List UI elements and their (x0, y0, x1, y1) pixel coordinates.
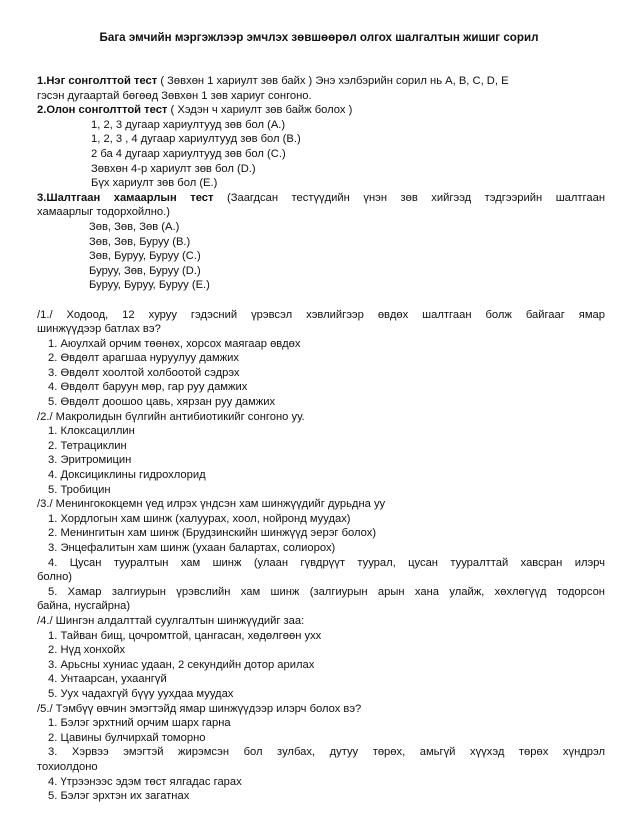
instruction-type2 (37, 103, 605, 118)
answer-option: 2. Өвдөлт арагшаа нуруулуу дамжих (48, 352, 240, 365)
answer-option: 1. Хордлогын хам шинж (халуурах, хоол, нойронд муудах) (48, 512, 351, 525)
instruction-type2-text: ( Хэдэн ч хариулт зөв байж болох ) (167, 104, 353, 117)
answer-option: 3. Арьсны хуниас удаан, 2 секундийн дотор арилах (48, 658, 315, 671)
instruction-type3-text: (Заагдсан тестүүдийн үнэн зөв хийгээд тэдгээрийн шалтгаан (213, 191, 606, 204)
type2-option: 1, 2, 3 дугаар хариултууд зөв бол (A.) (91, 118, 286, 131)
answer-option: 2. Тетрациклин (48, 439, 127, 452)
type2-option: Бүх хариулт зөв бол (E.) (91, 177, 218, 190)
instruction-type3 (37, 191, 605, 206)
answer-option: 3. Өвдөлт хоолтой холбоотой сэдрэх (48, 366, 240, 379)
instruction-type1-line2: гэсэн дугаартай бөгөөд Зөвхөн 1 зөв хариуг сонгоно. (37, 89, 312, 102)
answer-option: 3. Хэрвээ эмэгтэй жирэмсэн бол зулбах, дутуу төрөх, амьгүй хүүхэд төрөх хүндрэл (48, 746, 605, 759)
page-title: Бага эмчийн мэргэжлээр эмчлэх зөвшөөрөл олгох шалгалтын жишиг сорил (99, 31, 539, 44)
document-body (37, 74, 605, 804)
instruction-type1 (37, 74, 605, 89)
answer-option: 1. Клоксациллин (48, 425, 135, 438)
answer-option: 5. Тробицин (48, 483, 111, 496)
answer-option: 5. Өвдөлт доошоо цавь, хярзан руу дамжих (48, 396, 276, 409)
question-1-text-cont: шинжүүдээр батлах вэ? (37, 323, 161, 336)
answer-option-cont: байна, нусгайрна) (37, 600, 131, 613)
type3-option: Буруу, Зөв, Буруу (D.) (89, 264, 201, 277)
question-2-text: /2./ Макролидын бүлгийн антибиотикийг сонгоно уу. (37, 410, 305, 423)
answer-option: 1. Аюулхай орчим төөнөх, хорсох маягаар өвдөх (48, 337, 301, 350)
answer-option: 4. Өвдөлт баруун мөр, гар руу дамжих (48, 381, 248, 394)
answer-option: 1. Бэлэг эрхтний орчим шарх гарна (48, 717, 231, 730)
answer-option-cont: тохиолдоно (37, 760, 98, 773)
instruction-type2-heading: 2.Олон сонголттой тест (37, 104, 168, 117)
type3-option: Буруу, Буруу, Буруу (E.) (89, 279, 210, 292)
answer-option: 4. Доксициклины гидрохлорид (48, 469, 206, 482)
section-spacer (37, 293, 605, 308)
type2-option: 1, 2, 3 , 4 дугаар хариултууд зөв бол (B.) (91, 133, 301, 146)
answer-option: 4. Цусан тууралтын хам шинж (улаан гүвдрүүт туурал, цусан тууралттай хавсран илэрч (48, 556, 605, 569)
answer-option: 3. Эритромицин (48, 454, 132, 467)
instruction-type1-text: ( Зөвхөн 1 хариулт зөв байх ) Энэ хэлбэрийн сорил нь A, B, C, D, E (157, 75, 509, 87)
answer-option: 4. Унтаарсан, ухаангүй (48, 673, 167, 686)
answer-option: 1. Тайван бищ, цочромтгой, цангасан, хөдөлгөөн ухх (48, 629, 322, 642)
question-3-text: /3./ Менингококцемн үед илрэх үндсэн хам шинжүүдийг дурьдна уу (37, 498, 386, 511)
answer-option: 5. Бэлэг эрхтэн их загатнах (48, 790, 190, 803)
type2-option: 2 ба 4 дугаар хариултууд зөв бол (C.) (91, 147, 286, 160)
type3-option: Зөв, Буруу, Буруу (C.) (89, 250, 201, 263)
answer-option: 4. Үтрээнээс эдэм төст ялгадас гарах (48, 775, 242, 788)
answer-option: 2. Менингитын хам шинж (Брудзинскийн шинжүүд эерэг болох) (48, 527, 377, 540)
answer-option-cont: болно) (37, 571, 73, 584)
type3-option: Зөв, Зөв, Зөв (A.) (89, 220, 180, 233)
question-1-text: /1./ Ходоод, 12 хуруу гэдэсний үрэвсэл хэвлийгээр өвдөх шалтгаан болж байгааг ямар (37, 308, 605, 321)
instruction-type3-heading: 3.Шалтгаан хамаарлын тест (37, 191, 214, 204)
type3-option: Зөв, Зөв, Буруу (B.) (89, 235, 191, 248)
answer-option: 5. Хамар залгиурын үрэвслийн хам шинж (залгиурын арын хана улайж, хөхлөгүүд тодорсон (48, 585, 605, 598)
instruction-type1-heading: 1.Нэг сонголттой тест (37, 75, 158, 87)
answer-option: 3. Энцефалитын хам шинж (ухаан балартах, солиорох) (48, 542, 336, 554)
answer-option: 5. Уух чадахгүй бүүу уухдаа муудах (48, 687, 234, 700)
answer-option: 2. Нүд хонхойх (48, 644, 126, 657)
answer-option: 2. Цавины булчирхай томорно (48, 731, 206, 744)
instruction-type3-line2: хамаарлыг тодорхойлно.) (37, 206, 170, 219)
question-5-text: /5./ Тэмбүү өвчин эмэгтэйд ямар шинжүүдээр илэрч болох вэ? (37, 702, 362, 715)
question-4-text: /4./ Шингэн алдалттай суулгалтын шинжүүдийг заа: (37, 614, 305, 627)
type2-option: Зөвхөн 4-р хариулт зөв бол (D.) (91, 162, 256, 175)
